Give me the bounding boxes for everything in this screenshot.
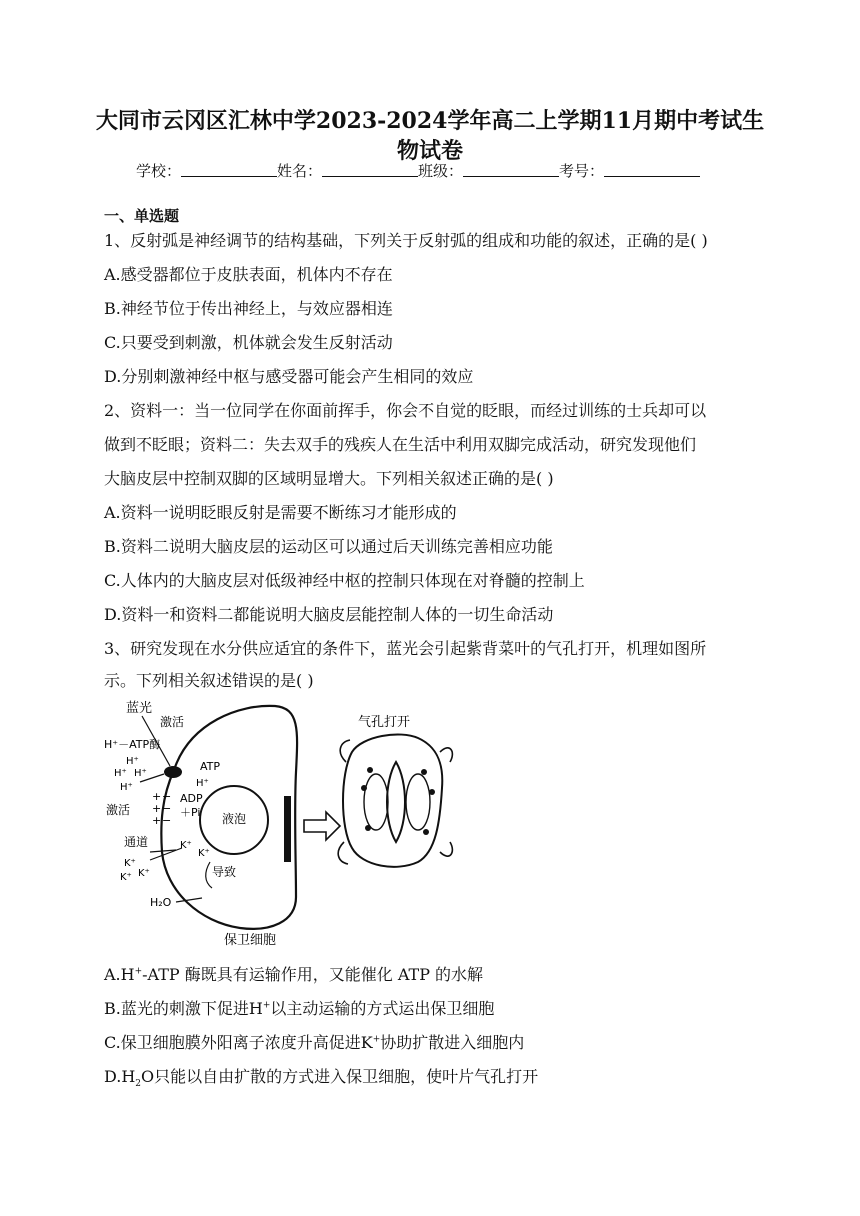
q3-a-charge: + xyxy=(134,966,143,977)
q1-option-a: A.感受器都位于皮肤表面，机体内不存在 xyxy=(104,265,393,284)
q2-option-d: D.资料一和资料二都能说明大脑皮层能控制人体的一切生命活动 xyxy=(104,605,554,624)
minus-3: − xyxy=(162,814,172,827)
h-label-2: H⁺ xyxy=(114,768,127,779)
exam-title-line-2: 物试卷 xyxy=(396,138,463,164)
q2-option-a: A.资料一说明眨眼反射是需要不断练习才能形成的 xyxy=(104,503,457,522)
q3-b-ion: H xyxy=(248,999,263,1018)
q3-stem-line-1: 3、研究发现在水分供应适宜的条件下，蓝光会引起紫背菜叶的气孔打开，机理如图所 xyxy=(104,639,707,658)
stoma-cells xyxy=(343,734,442,866)
q3-b-prefix: B.蓝光的刺激下促进 xyxy=(104,999,249,1018)
q3-option-a xyxy=(104,962,483,985)
q3-option-c xyxy=(104,1030,524,1053)
activate-label-2: 激活 xyxy=(106,803,131,817)
stoma-open-label: 气孔打开 xyxy=(358,715,411,730)
k-in-arrow xyxy=(150,848,182,860)
atp-label: ATP xyxy=(200,760,221,773)
q2-stem-line-2: 做到不眨眼；资料二：失去双手的残疾人在生活中利用双脚完成活动，研究发现他们 xyxy=(104,435,697,454)
q2-option-b: B.资料二说明大脑皮层的运动区可以通过后天训练完善相应功能 xyxy=(104,537,553,556)
q1-option-d: D.分别刺激神经中枢与感受器可能会产生相同的效应 xyxy=(104,367,474,386)
leads-to-label: 导致 xyxy=(212,865,237,879)
q3-b-text: 以主动运输的方式运出保卫细胞 xyxy=(270,999,495,1018)
school-blank xyxy=(181,162,277,177)
q3-d-oxygen: O xyxy=(141,1067,155,1086)
inner-wall xyxy=(284,796,291,862)
chloroplast xyxy=(429,789,435,795)
plus-3: + xyxy=(152,814,162,827)
q2-option-c: C.人体内的大脑皮层对低级神经中枢的控制只体现在对脊髓的控制上 xyxy=(104,571,585,590)
stoma-pore xyxy=(387,762,405,842)
chloroplast xyxy=(421,769,427,775)
h-label-1: H⁺ xyxy=(126,756,139,767)
plus-2: + xyxy=(152,802,162,815)
q1-stem: 1、反射弧是神经调节的结构基础，下列关于反射弧的组成和功能的叙述，正确的是( ) xyxy=(104,231,708,250)
q3-a-ion: H xyxy=(120,965,135,984)
student-info-row xyxy=(136,160,700,181)
school-label: 学校： xyxy=(136,162,182,180)
blue-light-label: 蓝光 xyxy=(126,701,153,716)
proton-pump xyxy=(164,766,182,778)
adp-label: ADP xyxy=(180,792,203,805)
q3-c-charge: + xyxy=(372,1034,381,1045)
exam-no-label: 考号： xyxy=(559,162,605,180)
guard-cell-label: 保卫细胞 xyxy=(224,933,277,948)
q3-d-text: 只能以自由扩散的方式进入保卫细胞，使叶片气孔打开 xyxy=(154,1067,539,1086)
plus-1: + xyxy=(152,790,162,803)
q3-d-ion: H xyxy=(121,1067,136,1086)
k-label-1: K⁺ xyxy=(124,858,136,869)
name-label: 姓名： xyxy=(277,162,323,180)
q3-c-prefix: C.保卫细胞膜外阳离子浓度升高促进 xyxy=(104,1033,361,1052)
q3-option-d xyxy=(104,1064,538,1089)
transition-arrow xyxy=(304,812,340,840)
q3-d-subscript: 2 xyxy=(135,1079,142,1090)
q1-option-b: B.神经节位于传出神经上，与效应器相连 xyxy=(104,299,393,318)
q1-option-c: C.只要受到刺激，机体就会发生反射活动 xyxy=(104,333,393,352)
h-label-in: H⁺ xyxy=(196,778,209,789)
h2o-arrow xyxy=(176,898,202,902)
section-heading: 一、单选题 xyxy=(104,207,180,225)
minus-2: − xyxy=(162,802,172,815)
q3-stem-line-2: 示。下列相关叙述错误的是( ) xyxy=(104,671,314,690)
class-label: 班级： xyxy=(418,162,464,180)
q3-b-charge: + xyxy=(262,1000,271,1011)
name-blank xyxy=(322,162,418,177)
q3-d-prefix: D. xyxy=(104,1067,122,1086)
guard-cell-right xyxy=(406,774,430,830)
q3-option-b xyxy=(104,996,494,1019)
q3-a-prefix: A. xyxy=(104,965,121,984)
exam-no-blank xyxy=(604,162,700,177)
chloroplast xyxy=(365,825,371,831)
k-label-4: K⁺ xyxy=(180,840,192,851)
h2o-label: H₂O xyxy=(150,896,172,909)
q2-stem-line-3: 大脑皮层中控制双脚的区域明显增大。下列相关叙述正确的是( ) xyxy=(104,469,554,488)
chloroplast xyxy=(423,829,429,835)
chloroplast xyxy=(361,785,367,791)
minus-1: − xyxy=(162,790,172,803)
chloroplast xyxy=(367,767,373,773)
k-label-5: K⁺ xyxy=(198,848,210,859)
activate-label-1: 激活 xyxy=(160,715,185,729)
q3-a-text: -ATP 酶既具有运输作用，又能催化 ATP 的水解 xyxy=(142,965,484,984)
q3-c-text: 协助扩散进入细胞内 xyxy=(380,1033,525,1052)
h-label-4: H⁺ xyxy=(120,782,133,793)
channel-label: 通道 xyxy=(124,835,149,849)
pi-label: ＋Pi xyxy=(180,806,201,819)
exam-title-line-1: 大同市云冈区汇林中学2023-2024学年高二上学期11月期中考试生 xyxy=(95,108,765,134)
k-label-3: K⁺ xyxy=(138,868,150,879)
q3-c-ion: K xyxy=(360,1033,373,1052)
pump-label: H⁺－ATP酶 xyxy=(104,738,161,751)
guard-cell-diagram xyxy=(100,692,460,952)
k-label-2: K⁺ xyxy=(120,872,132,883)
guard-cell-left xyxy=(364,774,388,830)
q2-stem-line-1: 2、资料一：当一位同学在你面前挥手，你会不自觉的眨眼，而经过训练的士兵却可以 xyxy=(104,401,707,420)
epidermal-cell-edges xyxy=(338,740,452,864)
class-blank xyxy=(463,162,559,177)
h-label-3: H⁺ xyxy=(134,768,147,779)
vacuole-label: 液泡 xyxy=(222,812,247,826)
